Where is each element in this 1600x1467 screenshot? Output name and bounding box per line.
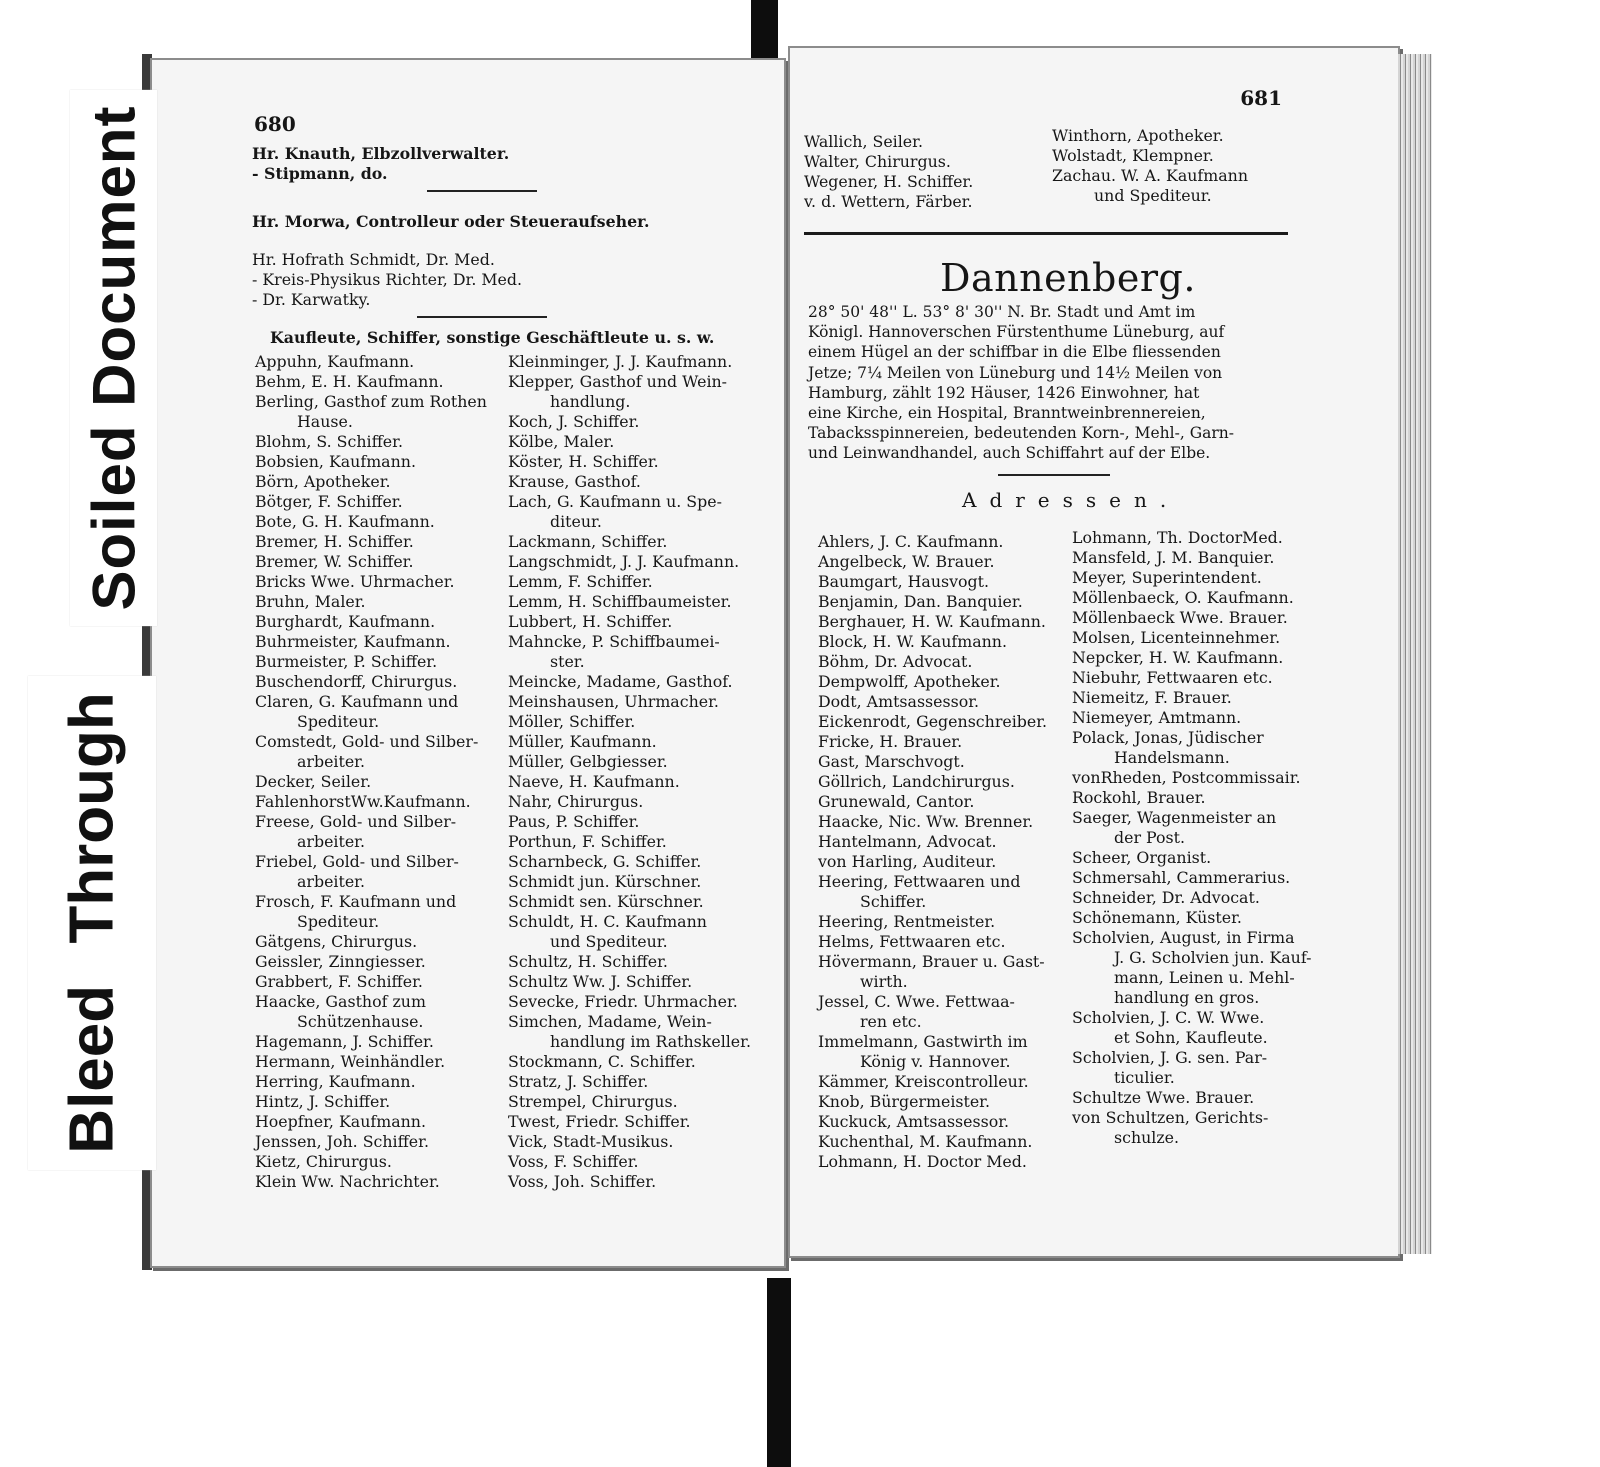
text-line: Schultz Ww. J. Schiffer.	[508, 972, 693, 991]
text-line: schulze.	[1114, 1128, 1180, 1147]
text-line: König v. Hannover.	[860, 1052, 1011, 1071]
text-line: Langschmidt, J. J. Kaufmann.	[508, 552, 740, 571]
text-line: Herring, Kaufmann.	[255, 1072, 416, 1091]
text-line: Baumgart, Hausvogt.	[818, 572, 990, 591]
text-line: Porthun, F. Schiffer.	[508, 832, 667, 851]
text-line: - Dr. Karwatky.	[252, 290, 371, 309]
text-line: Kämmer, Kreiscontrolleur.	[818, 1072, 1029, 1091]
controller-line: Hr. Morwa, Controlleur oder Steueraufseher.	[252, 212, 650, 231]
text-line: Hövermann, Brauer u. Gast-	[818, 952, 1045, 971]
addresses-column-right	[1072, 528, 1342, 1148]
text-line: Buhrmeister, Kaufmann.	[255, 632, 451, 651]
text-line: Schultz, H. Schiffer.	[508, 952, 668, 971]
section-divider	[804, 232, 1288, 235]
text-line: Comstedt, Gold- und Silber-	[255, 732, 479, 751]
text-line: Koch, J. Schiffer.	[508, 412, 640, 431]
text-line: Hr. Knauth, Elbzollverwalter.	[252, 144, 510, 163]
text-line: Klepper, Gasthof und Wein-	[508, 372, 728, 391]
text-line: Lemm, F. Schiffer.	[508, 572, 653, 591]
text-line: Kietz, Chirurgus.	[255, 1152, 392, 1171]
text-line: Schmidt jun. Kürschner.	[508, 872, 702, 891]
text-line: Freese, Gold- und Silber-	[255, 812, 457, 831]
text-line: Hause.	[297, 412, 353, 431]
text-line: arbeiter.	[297, 752, 366, 771]
text-line: Blohm, S. Schiffer.	[255, 432, 403, 451]
text-line: Haacke, Gasthof zum	[255, 992, 426, 1011]
text-line: Kölbe, Maler.	[508, 432, 615, 451]
continued-column-right	[1052, 126, 1292, 206]
text-line: Scheer, Organist.	[1072, 848, 1212, 867]
text-line: Börn, Apotheker.	[255, 472, 391, 491]
text-line: und Spediteur.	[1094, 186, 1212, 205]
text-line: Schmidt sen. Kürschner.	[508, 892, 704, 911]
text-line: Kuckuck, Amtsassessor.	[818, 1112, 1010, 1131]
text-line: Lohmann, Th. DoctorMed.	[1072, 528, 1283, 547]
doctors-block	[252, 250, 712, 326]
text-line: Meinshausen, Uhrmacher.	[508, 692, 719, 711]
soiled-document-label	[70, 90, 157, 626]
text-line: 28° 50' 48'' L. 53° 8' 30'' N. Br. Stadt und Amt im	[808, 303, 1196, 321]
text-line: Simchen, Madame, Wein-	[508, 1012, 712, 1031]
short-divider	[998, 474, 1110, 476]
text-line: Paus, P. Schiffer.	[508, 812, 640, 831]
text-line: Bremer, W. Schiffer.	[255, 552, 414, 571]
text-line: Rockohl, Brauer.	[1072, 788, 1206, 807]
text-line: Meincke, Madame, Gasthof.	[508, 672, 733, 691]
text-line: Burghardt, Kaufmann.	[255, 612, 436, 631]
text-line: Müller, Kaufmann.	[508, 732, 657, 751]
text-line: Jetze; 7¼ Meilen von Lüneburg und 14½ Meilen von	[808, 363, 1223, 382]
text-line: Bremer, H. Schiffer.	[255, 532, 414, 551]
text-line: Hermann, Weinhändler.	[255, 1052, 446, 1071]
text-line: Voss, F. Schiffer.	[508, 1152, 639, 1171]
text-line: von Harling, Auditeur.	[818, 852, 997, 871]
merchants-heading: Kaufleute, Schiffer, sonstige Geschäftleute u. s. w.	[270, 328, 715, 347]
text-line: Müller, Gelbgiesser.	[508, 752, 668, 771]
left-page	[150, 58, 786, 1268]
text-line: Claren, G. Kaufmann und	[255, 692, 459, 711]
text-line: arbeiter.	[297, 872, 366, 891]
text-line: Ahlers, J. C. Kaufmann.	[818, 532, 1004, 551]
short-divider	[417, 316, 547, 318]
text-line: Mansfeld, J. M. Banquier.	[1072, 548, 1275, 567]
open-book	[142, 44, 1432, 1294]
text-line: Schönemann, Küster.	[1072, 908, 1242, 927]
text-line: diteur.	[550, 512, 602, 531]
text-line: ster.	[550, 652, 585, 671]
text-line: Lach, G. Kaufmann u. Spe-	[508, 492, 722, 511]
text-line: Hoepfner, Kaufmann.	[255, 1112, 426, 1131]
text-line: Voss, Joh. Schiffer.	[508, 1172, 657, 1191]
controller-block	[252, 212, 712, 232]
text-line: Friebel, Gold- und Silber-	[255, 852, 459, 871]
text-line: Lubbert, H. Schiffer.	[508, 612, 673, 631]
text-line: Bote, G. H. Kaufmann.	[255, 512, 435, 531]
text-line: Eickenrodt, Gegenschreiber.	[818, 712, 1048, 731]
text-line: Meyer, Superintendent.	[1072, 568, 1262, 587]
text-line: Kuchenthal, M. Kaufmann.	[818, 1132, 1033, 1151]
text-line: Scholvien, August, in Firma	[1072, 928, 1295, 947]
text-line: Fricke, H. Brauer.	[818, 732, 963, 751]
text-line: Schuldt, H. C. Kaufmann	[508, 912, 707, 931]
text-line: Naeve, H. Kaufmann.	[508, 772, 680, 791]
text-line: Scholvien, J. G. sen. Par-	[1072, 1048, 1268, 1067]
text-line: Möllenbaeck, O. Kaufmann.	[1072, 588, 1294, 607]
text-line: Stratz, J. Schiffer.	[508, 1072, 649, 1091]
text-line: Walter, Chirurgus.	[804, 152, 951, 171]
text-line: et Sohn, Kaufleute.	[1114, 1028, 1268, 1047]
text-line: vonRheden, Postcommissair.	[1072, 768, 1301, 787]
text-line: Saeger, Wagenmeister an	[1072, 808, 1277, 827]
text-line: Zachau. W. A. Kaufmann	[1052, 166, 1249, 185]
text-line: - Stipmann, do.	[252, 164, 388, 183]
text-line: ren etc.	[860, 1012, 922, 1031]
text-line: einem Hügel an der schiffbar in die Elbe fliessenden	[808, 343, 1221, 362]
page-number-left: 680	[254, 112, 296, 136]
text-line: Wallich, Seiler.	[804, 132, 923, 151]
text-line: Bruhn, Maler.	[255, 592, 366, 611]
binder-clip-bottom	[767, 1278, 791, 1467]
text-line: Hagemann, J. Schiffer.	[255, 1032, 434, 1051]
text-line: Bötger, F. Schiffer.	[255, 492, 403, 511]
text-line: Jenssen, Joh. Schiffer.	[255, 1132, 429, 1151]
page-edges	[1398, 54, 1432, 1254]
text-line: Bobsien, Kaufmann.	[255, 452, 416, 471]
text-line: Lohmann, H. Doctor Med.	[818, 1152, 1027, 1171]
text-line: Burmeister, P. Schiffer.	[255, 652, 438, 671]
text-line: Niemeyer, Amtmann.	[1072, 708, 1242, 727]
text-line: Schultze Wwe. Brauer.	[1072, 1088, 1255, 1107]
addresses-column-left	[818, 532, 1078, 1172]
text-line: Vick, Stadt-Musikus.	[508, 1132, 674, 1151]
text-line: Dodt, Amtsassessor.	[818, 692, 980, 711]
text-line: Scharnbeck, G. Schiffer.	[508, 852, 702, 871]
text-line: Grunewald, Cantor.	[818, 792, 975, 811]
text-line: Kleinminger, J. J. Kaufmann.	[508, 352, 733, 371]
continued-column-left	[804, 132, 1044, 212]
text-line: Immelmann, Gastwirth im	[818, 1032, 1028, 1051]
text-line: Gätgens, Chirurgus.	[255, 932, 418, 951]
text-line: Scholvien, J. C. W. Wwe.	[1072, 1008, 1265, 1027]
text-line: Königl. Hannoverschen Fürstenthume Lüneburg, auf	[808, 323, 1225, 342]
text-line: Benjamin, Dan. Banquier.	[818, 592, 1023, 611]
text-line: Gast, Marschvogt.	[818, 752, 965, 771]
text-line: Klein Ww. Nachrichter.	[255, 1172, 440, 1191]
text-line: Hintz, J. Schiffer.	[255, 1092, 391, 1111]
addresses-heading: Adressen.	[962, 488, 1180, 512]
text-line: Köster, H. Schiffer.	[508, 452, 659, 471]
text-line: Böhm, Dr. Advocat.	[818, 652, 973, 671]
text-line: Berling, Gasthof zum Rothen	[255, 392, 487, 411]
officials-block	[252, 144, 712, 200]
text-line: Hantelmann, Advocat.	[818, 832, 997, 851]
text-line: Bricks Wwe. Uhrmacher.	[255, 572, 455, 591]
text-line: wirth.	[860, 972, 908, 991]
text-line: - Kreis-Physikus Richter, Dr. Med.	[252, 270, 523, 289]
right-page	[788, 46, 1400, 1258]
text-line: Schmersahl, Cammerarius.	[1072, 868, 1291, 887]
text-line: Spediteur.	[297, 912, 380, 931]
short-divider	[427, 190, 537, 192]
text-line: FahlenhorstWw.Kaufmann.	[255, 792, 471, 811]
text-line: Winthorn, Apotheker.	[1052, 126, 1224, 145]
text-line: Dempwolff, Apotheker.	[818, 672, 1001, 691]
text-line: Krause, Gasthof.	[508, 472, 641, 491]
text-line: Stockmann, C. Schiffer.	[508, 1052, 696, 1071]
text-line: Göllrich, Landchirurgus.	[818, 772, 1015, 791]
text-line: Twest, Friedr. Schiffer.	[508, 1112, 691, 1131]
text-line: der Post.	[1114, 828, 1186, 847]
text-line: Knob, Bürgermeister.	[818, 1092, 991, 1111]
text-line: Angelbeck, W. Brauer.	[818, 552, 995, 571]
text-line: Lemm, H. Schiffbaumeister.	[508, 592, 732, 611]
text-line: v. d. Wettern, Färber.	[804, 192, 973, 211]
text-line: Möllenbaeck Wwe. Brauer.	[1072, 608, 1288, 627]
text-line: handlung im Rathskeller.	[550, 1032, 751, 1051]
merchants-column-left	[255, 352, 510, 1192]
text-line: Wegener, H. Schiffer.	[804, 172, 974, 191]
text-line: arbeiter.	[297, 832, 366, 851]
text-line: Block, H. W. Kaufmann.	[818, 632, 1007, 651]
text-line: Schützenhause.	[297, 1012, 424, 1031]
text-line: Molsen, Licenteinnehmer.	[1072, 628, 1281, 647]
text-line: Mahncke, P. Schiffbaumei-	[508, 632, 720, 651]
text-line: Appuhn, Kaufmann.	[255, 352, 415, 371]
town-description	[808, 302, 1308, 464]
text-line: Behm, E. H. Kaufmann.	[255, 372, 444, 391]
bleed-through-label	[28, 676, 156, 1170]
text-line: Frosch, F. Kaufmann und	[255, 892, 457, 911]
text-line: Heering, Fettwaaren und	[818, 872, 1021, 891]
text-line: Berghauer, H. W. Kaufmann.	[818, 612, 1046, 631]
text-line: und Leinwandhandel, auch Schiffahrt auf der Elbe.	[808, 444, 1211, 463]
text-line: Helms, Fettwaaren etc.	[818, 932, 1006, 951]
text-line: Tabacksspinnereien, bedeutenden Korn-, Mehl-, Garn-	[808, 424, 1234, 443]
text-line: Grabbert, F. Schiffer.	[255, 972, 423, 991]
soiled-document-text: Soiled Document	[80, 105, 147, 611]
text-line: Handelsmann.	[1114, 748, 1230, 767]
text-line: Hr. Hofrath Schmidt, Dr. Med.	[252, 250, 495, 269]
text-line: Hamburg, zählt 192 Häuser, 1426 Einwohner, hat	[808, 383, 1200, 402]
text-line: Haacke, Nic. Ww. Brenner.	[818, 812, 1034, 831]
text-line: Schneider, Dr. Advocat.	[1072, 888, 1260, 907]
text-line: Buschendorff, Chirurgus.	[255, 672, 458, 691]
text-line: und Spediteur.	[550, 932, 668, 951]
text-line: Nepcker, H. W. Kaufmann.	[1072, 648, 1284, 667]
text-line: mann, Leinen u. Mehl-	[1114, 968, 1295, 987]
text-line: handlung.	[550, 392, 631, 411]
merchants-column-right	[508, 352, 778, 1192]
page-number-right: 681	[1240, 86, 1282, 110]
text-line: Niebuhr, Fettwaaren etc.	[1072, 668, 1273, 687]
text-line: handlung en gros.	[1114, 988, 1260, 1007]
text-line: Heering, Rentmeister.	[818, 912, 996, 931]
text-line: Lackmann, Schiffer.	[508, 532, 668, 551]
text-line: Strempel, Chirurgus.	[508, 1092, 678, 1111]
text-line: Möller, Schiffer.	[508, 712, 636, 731]
text-line: eine Kirche, ein Hospital, Branntweinbrennereien,	[808, 404, 1206, 423]
text-line: Sevecke, Friedr. Uhrmacher.	[508, 992, 738, 1011]
text-line: ticulier.	[1114, 1068, 1175, 1087]
text-line: Polack, Jonas, Jüdischer	[1072, 728, 1264, 747]
merchants-heading-block	[270, 328, 740, 348]
bleed-through-text: Bleed Through	[57, 692, 127, 1154]
text-line: Decker, Seiler.	[255, 772, 372, 791]
text-line: Schiffer.	[860, 892, 927, 911]
text-line: Nahr, Chirurgus.	[508, 792, 644, 811]
text-line: Spediteur.	[297, 712, 380, 731]
text-line: Niemeitz, F. Brauer.	[1072, 688, 1232, 707]
text-line: J. G. Scholvien jun. Kauf-	[1114, 948, 1312, 967]
text-line: Wolstadt, Klempner.	[1052, 146, 1214, 165]
text-line: Jessel, C. Wwe. Fettwaa-	[818, 992, 1015, 1011]
text-line: von Schultzen, Gerichts-	[1072, 1108, 1269, 1127]
section-title: Dannenberg.	[940, 256, 1196, 300]
text-line: Geissler, Zinngiesser.	[255, 952, 426, 971]
